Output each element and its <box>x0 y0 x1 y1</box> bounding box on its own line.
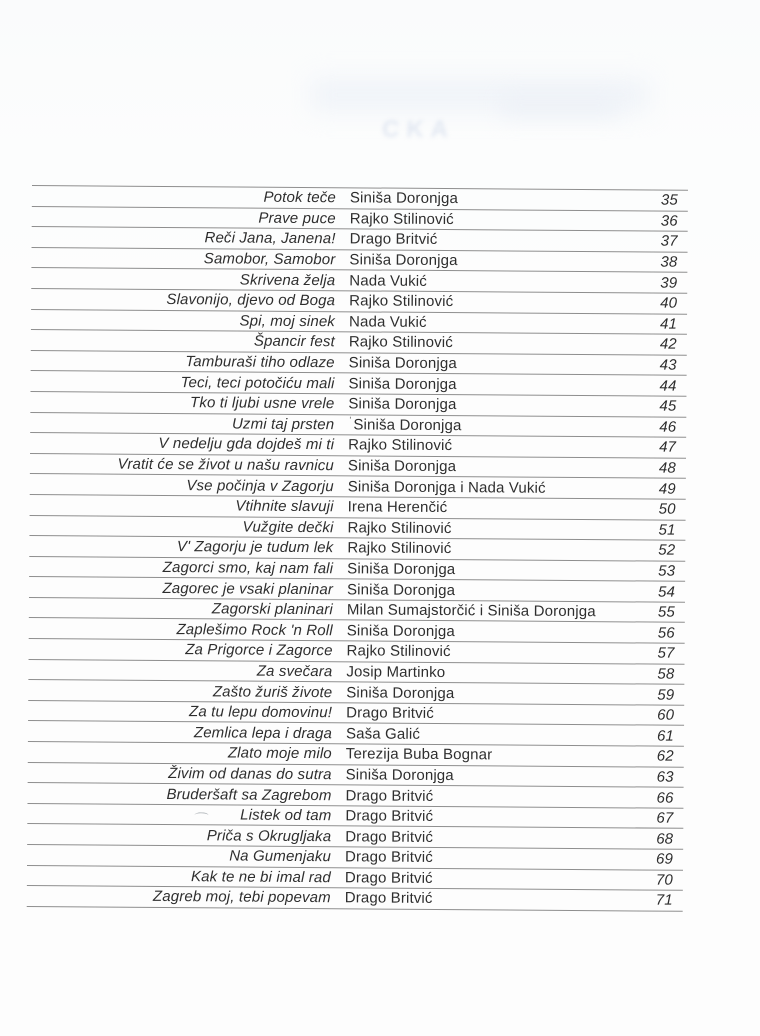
song-title-cell <box>29 599 333 618</box>
author-cell: Siniša Doronjga <box>346 683 455 702</box>
author-cell: Siniša Doronjga <box>346 580 456 599</box>
table-row <box>27 885 683 910</box>
author-cell: Drago Britvić <box>345 786 434 805</box>
author-cell: Irena Herenčić <box>347 498 448 517</box>
song-title: Reči Jana, Janena! <box>204 229 336 248</box>
song-title-cell <box>32 228 336 247</box>
song-title-cell <box>29 620 333 639</box>
song-title: Zagreb moj, tebi popevam <box>152 888 331 907</box>
song-title: Živim od danas do sutra <box>168 764 332 784</box>
author-cell: Milan Sumajstorčić i Siniša Doronjga <box>346 601 596 621</box>
song-title: Za Prigorce i Zagorce <box>185 641 333 660</box>
page-number-cell: 57 <box>657 644 675 663</box>
song-title: Zagorski planinari <box>211 600 333 619</box>
author-cell: Rajko Stilinović <box>347 519 452 537</box>
song-title-cell <box>28 764 332 783</box>
page-number-cell: 49 <box>658 480 676 498</box>
author-cell: Saša Galić <box>345 725 421 743</box>
song-title: Tamburaši tiho odlaze <box>185 353 335 372</box>
author-cell: Rajko Stilinović <box>349 210 454 228</box>
author-cell: Nada Vukić <box>349 272 428 290</box>
page-number-cell: 47 <box>659 439 677 457</box>
song-title-cell <box>31 331 335 350</box>
song-title: V nedelju gda dojdeš mi ti <box>158 435 335 454</box>
song-title: Spi, moj sinek <box>239 312 336 331</box>
song-title: Skrivena želja <box>239 271 336 289</box>
page-number-cell: 39 <box>660 274 678 292</box>
page-number-cell: 59 <box>657 686 675 704</box>
page-number-cell: 63 <box>656 768 674 786</box>
author-cell: Siniša Doronjga <box>349 251 458 270</box>
scan-smudge-mark <box>194 811 208 818</box>
song-title-cell <box>31 270 335 289</box>
author-cell: Siniša Doronjga <box>349 189 459 208</box>
page-number-cell: 44 <box>659 377 677 395</box>
page-number-cell: 52 <box>658 541 676 560</box>
author-cell: Siniša Doronjga <box>348 374 457 393</box>
author-cell: Drago Britvić <box>345 807 434 826</box>
page-bleed-smudge <box>310 78 650 112</box>
author-cell: Drago Britvić <box>349 230 438 249</box>
page-number-cell: 37 <box>660 233 678 251</box>
author-cell: Siniša Doronjga <box>348 354 457 373</box>
song-title-cell <box>30 476 334 495</box>
page-number-cell: 67 <box>656 809 674 827</box>
page-number-cell: 69 <box>656 850 674 869</box>
author-cell: Siniša Doronjga <box>346 622 455 640</box>
song-title: Potok teče <box>263 188 336 207</box>
song-title-cell <box>31 311 335 330</box>
song-title: Slavonijo, djevo od Boga <box>166 291 336 310</box>
song-title: Kak te ne bi imal rad <box>190 868 331 887</box>
song-title-cell <box>27 805 331 824</box>
page-number-cell: 58 <box>657 665 675 683</box>
author-cell: Drago Britvić <box>345 848 433 867</box>
author-cell: Siniša Doronjga i Nada Vukić <box>347 477 546 497</box>
author-cell: Rajko Stilinović <box>349 292 454 311</box>
song-title: Zagorec je vsaki planinar <box>162 579 334 598</box>
song-title: Teci, teci potočiću mali <box>180 373 335 392</box>
song-title: Uzmi taj prsten <box>231 415 335 434</box>
song-title-cell <box>29 537 333 556</box>
song-title-cell <box>27 846 331 865</box>
page-number-cell: 38 <box>660 253 678 271</box>
author-cell: Terezija Buba Bognar <box>345 745 493 764</box>
bleed-through-ghost-text: CKA <box>381 116 456 143</box>
song-title: Vse počinja v Zagorju <box>186 476 334 495</box>
page-number-cell: 41 <box>659 315 678 333</box>
song-title-cell <box>28 702 332 721</box>
page-number-cell: 68 <box>656 830 674 848</box>
song-title-cell <box>27 887 331 906</box>
song-title: Zaplešimo Rock 'n Roll <box>176 620 333 639</box>
song-title: Samobor, Samobor <box>203 250 336 269</box>
author-cell: Siniša Doronjga <box>348 395 457 414</box>
page-number-cell: 43 <box>659 356 677 374</box>
page-number-cell: 55 <box>657 603 675 621</box>
scan-tick-mark: ˈ <box>348 414 353 429</box>
song-title-cell <box>29 558 333 577</box>
song-title-cell <box>27 826 331 845</box>
page-number-cell: 45 <box>659 397 677 415</box>
song-title-cell <box>31 352 335 371</box>
song-title: Tko ti ljubi usne vrele <box>189 394 335 413</box>
song-title-cell <box>32 208 336 227</box>
author-cell: Siniša Doronjga <box>347 560 456 579</box>
song-title-cell <box>30 434 334 453</box>
song-title-cell <box>28 682 332 701</box>
page-number-cell: 51 <box>658 521 676 539</box>
author-cell: $^ˈ$Siniša Doronjga <box>348 414 462 434</box>
song-title: Za tu lepu domovinu! <box>188 703 333 722</box>
song-title-cell <box>30 393 334 412</box>
page-number-cell: 54 <box>657 583 676 601</box>
page-number-cell: 61 <box>656 727 675 745</box>
song-title: Vratit će se život u našu ravnicu <box>117 455 335 475</box>
author-cell: Drago Britvić <box>346 704 435 723</box>
song-title-cell <box>28 661 332 680</box>
page-number-cell: 36 <box>660 212 678 230</box>
page-number-cell: 40 <box>660 294 678 312</box>
song-title-cell <box>32 187 336 206</box>
song-title: Za svečara <box>256 662 333 681</box>
song-title-cell <box>29 517 333 536</box>
song-title-cell <box>29 640 333 659</box>
song-title: Zagorci smo, kaj nam fali <box>162 558 334 578</box>
page-number-cell: 48 <box>658 459 677 477</box>
page-number-cell: 50 <box>658 500 676 518</box>
song-title: Prave puce <box>258 209 336 228</box>
author-cell: Drago Britvić <box>345 828 434 846</box>
author-cell: Rajko Stilinović <box>348 436 453 455</box>
song-title-cell <box>27 784 331 803</box>
song-title-cell <box>30 414 334 433</box>
page-number-cell: 53 <box>658 562 676 580</box>
song-title: Zašto žuriš živote <box>212 682 333 701</box>
page-number-cell: 60 <box>657 706 675 724</box>
song-title-cell <box>28 723 332 742</box>
toc-table <box>27 185 688 912</box>
author-cell: Rajko Stilinović <box>346 642 451 661</box>
page-number-cell: 46 <box>659 418 677 436</box>
song-title-cell <box>31 249 335 268</box>
author-cell: Siniša Doronjga <box>345 766 454 785</box>
page-number-cell: 70 <box>655 871 673 889</box>
page-number-cell: 66 <box>656 789 674 807</box>
song-title-cell <box>27 867 331 886</box>
page-number-cell: 62 <box>656 747 674 766</box>
song-title-cell <box>30 455 334 474</box>
song-title-cell <box>30 373 334 392</box>
song-title: V' Zagorju je tudum lek <box>176 538 334 557</box>
author-cell: Drago Britvić <box>344 889 433 908</box>
song-title: Vužgite dečki <box>242 518 334 537</box>
song-title-cell <box>29 579 333 598</box>
song-title: Špancir fest <box>253 333 335 351</box>
page-number-cell: 71 <box>655 892 673 910</box>
song-title-cell <box>30 496 334 515</box>
author-cell: Nada Vukić <box>348 313 427 331</box>
song-title: Vtihnite slavuji <box>235 497 334 516</box>
song-title-cell <box>28 743 332 762</box>
song-title: Priča s Okrugljaka <box>206 827 332 845</box>
page-number-cell: 42 <box>659 336 677 354</box>
song-title: Listek od tam <box>240 806 332 825</box>
author-cell: Siniša Doronjga <box>347 457 457 476</box>
song-title: Zlato moje milo <box>227 744 332 763</box>
author-cell: Rajko Stilinović <box>348 333 454 352</box>
author-cell: Rajko Stilinović <box>347 539 452 558</box>
song-title-cell <box>31 290 335 309</box>
song-title: Na Gumenjaku <box>229 847 332 866</box>
song-title: Bruderšaft sa Zagrebom <box>166 785 332 804</box>
author-cell: Josip Martinko <box>346 663 446 681</box>
author-cell: Drago Britvić <box>344 869 433 887</box>
page-number-cell: 56 <box>657 624 675 642</box>
page-bleed-smudge <box>500 92 620 118</box>
song-title: Zemlica lepa i draga <box>193 723 333 742</box>
page-number-cell: 35 <box>660 191 678 210</box>
